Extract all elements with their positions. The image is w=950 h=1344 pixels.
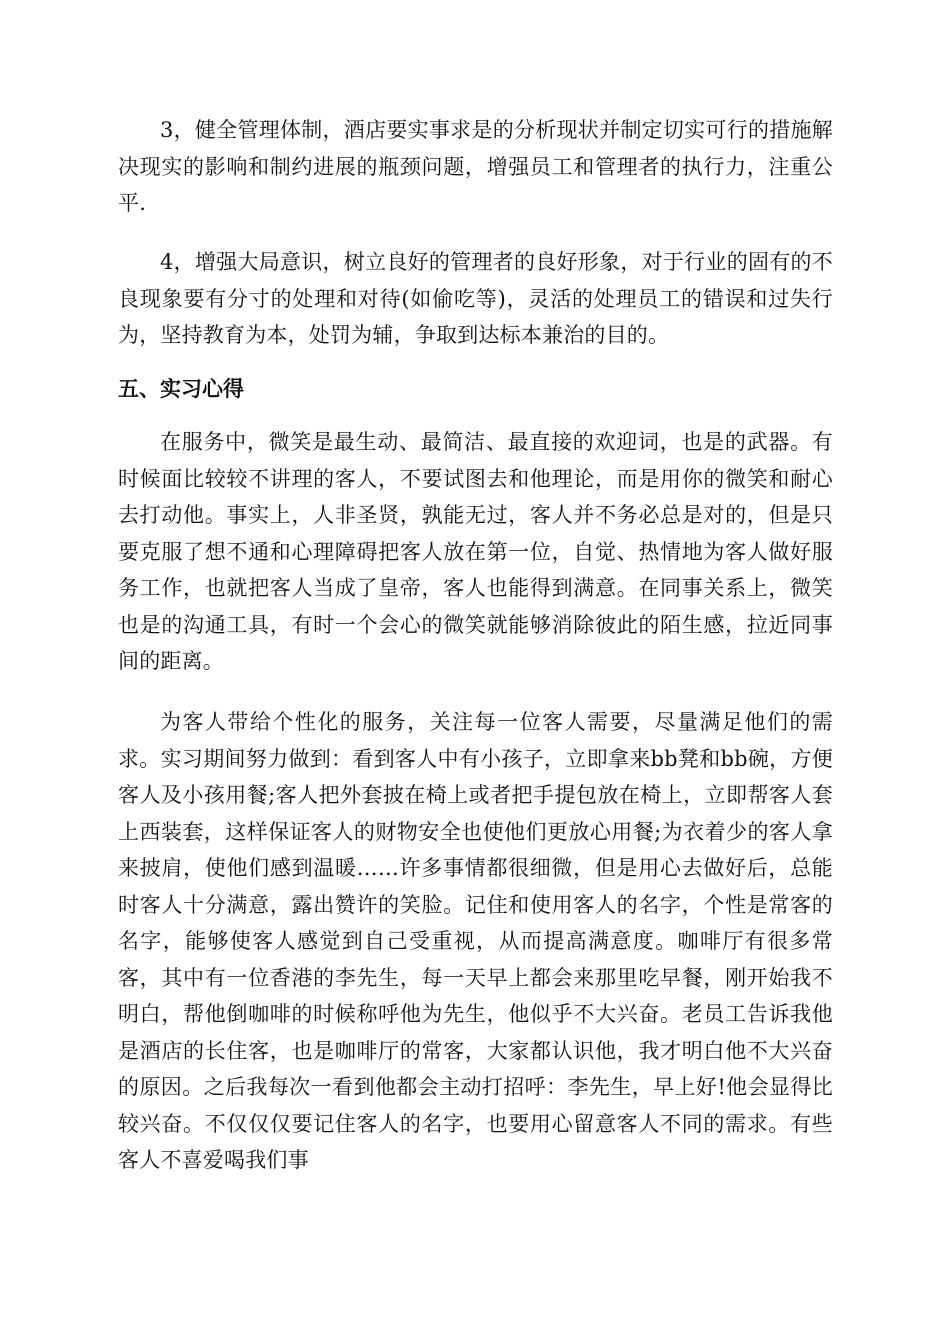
paragraph-overall-awareness: 4，增强大局意识，树立良好的管理者的良好形象，对于行业的固有的不良现象要有分寸的处理和对待(如偷吃等)，灵活的处理员工的错误和过失行为，坚持教育为本，处罚为辅，争取到达标本兼治的目的。 — [118, 250, 833, 347]
paragraph-personalized-service: 为客人带给个性化的服务，关注每一位客人需要，尽量满足他们的需求。实习期间努力做到：看到客人中有小孩子，立即拿来bb凳和bb碗，方便客人及小孩用餐;客人把外套披在椅上或者把手提包放在椅上，立即帮客人套上西装套，这样保证客人的财物安全也使他们更放心用餐;为衣着少的客人拿来披肩，使他们感到温暖……许多事情都很细微，但是用心去做好后，总能时客人十分满意，露出赞许的笑脸。记住和使用客人的名字，个性是常客的名字，能够使客人感觉到自己受重视，从而提高满意度。咖啡厅有很多常客，其中有一位香港的李先生，每一天早上都会来那里吃早餐，刚开始我不明白，帮他倒咖啡的时候称呼他为先生，他似乎不大兴奋。老员工告诉我他是酒店的长住客，也是咖啡厅的常客，大家都认识他，我才明白他不大兴奋的原因。之后我每次一看到他都会主动打招呼：李先生，早上好!他会显得比较兴奋。不仅仅仅要记住客人的名字，也要用心留意客人不同的需求。有些客人不喜爱喝我们事 — [118, 710, 833, 1172]
section-heading: 五、实习心得 — [118, 377, 244, 401]
paragraph-smile-service: 在服务中，微笑是最生动、最简洁、最直接的欢迎词，也是的武器。有时候面比较较不讲理的客人，不要试图去和他理论，而是用你的微笑和耐心去打动他。事实上，人非圣贤，孰能无过，客人并不务必总是对的，但是只要克服了想不通和心理障碍把客人放在第一位，自觉、热情地为客人做好服务工作，也就把客人当成了皇帝，客人也能得到满意。在同事关系上，微笑也是的沟通工具，有时一个会心的微笑就能够消除彼此的陌生感，拉近同事间的距离。 — [118, 430, 833, 673]
paragraph-management-system: 3，健全管理体制，酒店要实事求是的分析现状并制定切实可行的措施解决现实的影响和制约进展的瓶颈问题，增强员工和管理者的执行力，注重公平. — [118, 118, 833, 215]
